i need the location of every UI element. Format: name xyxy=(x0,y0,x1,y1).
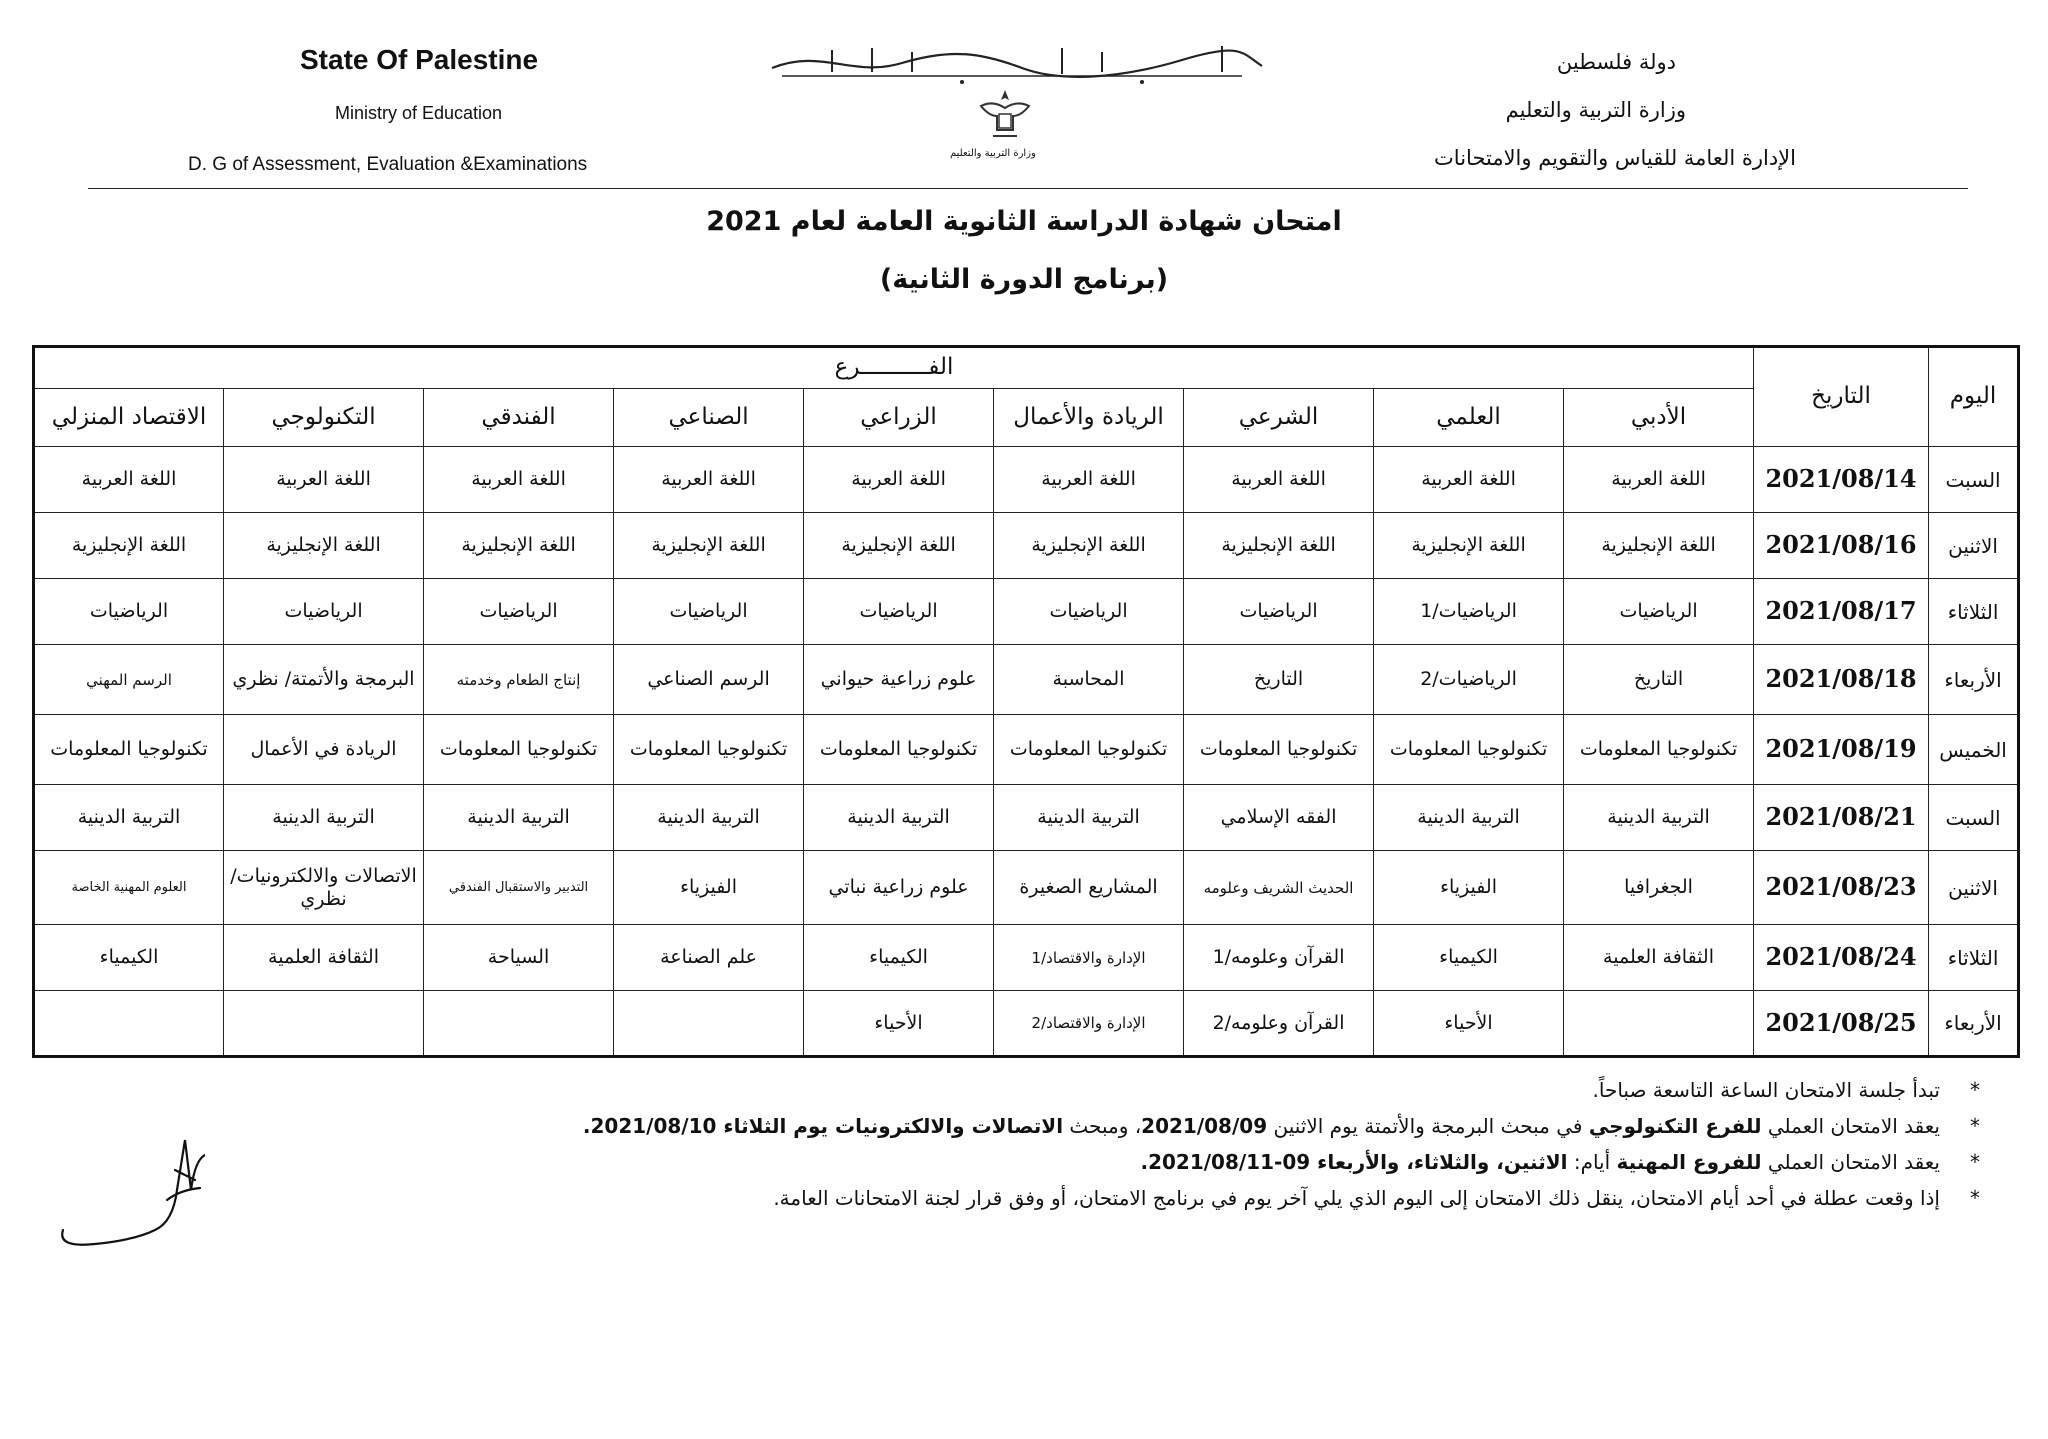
table-row xyxy=(34,851,2019,925)
subject-cell: اللغة الإنجليزية xyxy=(1374,513,1564,579)
arabic-state-title: دولة فلسطين xyxy=(1556,50,1676,74)
table-row xyxy=(34,645,2019,715)
table-row xyxy=(34,715,2019,785)
subject-cell: الإدارة والاقتصاد/2 xyxy=(994,991,1184,1057)
note-item xyxy=(280,1114,1980,1150)
subject-cell: الكيمياء xyxy=(34,925,224,991)
table-row xyxy=(34,513,2019,579)
date-cell: 2021/08/25 xyxy=(1754,991,1929,1057)
subject-cell: اللغة الإنجليزية xyxy=(424,513,614,579)
note-text: ، ومبحث xyxy=(1063,1114,1142,1138)
subject-cell: المشاريع الصغيرة xyxy=(994,851,1184,925)
table-row xyxy=(34,925,2019,991)
subject-cell: التربية الدينية xyxy=(994,785,1184,851)
branch-header: الشرعي xyxy=(1184,389,1374,447)
subject-cell: اللغة الإنجليزية xyxy=(614,513,804,579)
exam-schedule-table xyxy=(32,345,2020,1058)
english-state-title: State Of Palestine xyxy=(300,44,539,75)
subject-cell: الرسم الصناعي xyxy=(614,645,804,715)
subject-cell: التربية الدينية xyxy=(804,785,994,851)
subject-cell: اللغة الإنجليزية xyxy=(994,513,1184,579)
branch-header: الأدبي xyxy=(1564,389,1754,447)
day-cell: الأربعاء xyxy=(1929,645,2019,715)
note-text: يعقد الامتحان العملي xyxy=(1761,1114,1940,1138)
branch-header: التكنولوجي xyxy=(224,389,424,447)
subject-cell: اللغة العربية xyxy=(34,447,224,513)
date-cell: 2021/08/23 xyxy=(1754,851,1929,925)
subject-cell: التربية الدينية xyxy=(424,785,614,851)
subject-cell: الرياضيات xyxy=(1564,579,1754,645)
day-cell: الثلاثاء xyxy=(1929,925,2019,991)
subject-cell: التربية الدينية xyxy=(224,785,424,851)
document-title: امتحان شهادة الدراسة الثانوية العامة لعام 2021 xyxy=(706,206,1342,237)
subject-cell: الثقافة العلمية xyxy=(1564,925,1754,991)
note-text: أيام: xyxy=(1567,1150,1617,1174)
note-bullet: * xyxy=(1970,1150,1980,1174)
subject-cell: اللغة الإنجليزية xyxy=(34,513,224,579)
subject-cell: الاتصالات والالكترونيات/ نظري xyxy=(224,851,424,925)
date-cell: 2021/08/14 xyxy=(1754,447,1929,513)
subject-cell: الحديث الشريف وعلومه xyxy=(1184,851,1374,925)
subject-cell: القرآن وعلومه/1 xyxy=(1184,925,1374,991)
subject-cell: التاريخ xyxy=(1184,645,1374,715)
subject-cell: علم الصناعة xyxy=(614,925,804,991)
note-item xyxy=(280,1186,1980,1222)
subject-cell xyxy=(1564,991,1754,1057)
table-row xyxy=(34,991,2019,1057)
day-column-header: اليوم xyxy=(1929,347,2019,447)
note-emphasis: 2021/08/09 xyxy=(1141,1114,1268,1138)
subject-cell xyxy=(614,991,804,1057)
day-cell: الاثنين xyxy=(1929,851,2019,925)
day-cell: الثلاثاء xyxy=(1929,579,2019,645)
date-column-header: التاريخ xyxy=(1754,347,1929,447)
subject-cell: تكنولوجيا المعلومات xyxy=(1184,715,1374,785)
branch-header: الفندقي xyxy=(424,389,614,447)
subject-cell: البرمجة والأتمتة/ نظري xyxy=(224,645,424,715)
subject-cell: الرياضيات xyxy=(994,579,1184,645)
subject-cell: السياحة xyxy=(424,925,614,991)
subject-cell: الفيزياء xyxy=(1374,851,1564,925)
subject-cell: القرآن وعلومه/2 xyxy=(1184,991,1374,1057)
subject-cell: التربية الدينية xyxy=(614,785,804,851)
subject-cell: الرسم المهني xyxy=(34,645,224,715)
day-cell: السبت xyxy=(1929,447,2019,513)
subject-cell: الرياضيات xyxy=(1184,579,1374,645)
branch-header: الريادة والأعمال xyxy=(994,389,1184,447)
day-cell: الاثنين xyxy=(1929,513,2019,579)
note-emphasis: للفرع التكنولوجي xyxy=(1588,1114,1762,1138)
subject-cell: تكنولوجيا المعلومات xyxy=(424,715,614,785)
note-emphasis: الاتصالات والالكترونيات يوم الثلاثاء 2021/08/10. xyxy=(582,1114,1064,1138)
table-row xyxy=(34,579,2019,645)
subject-cell: التربية الدينية xyxy=(34,785,224,851)
subject-cell: التربية الدينية xyxy=(1374,785,1564,851)
subject-cell: اللغة العربية xyxy=(1184,447,1374,513)
subject-cell: تكنولوجيا المعلومات xyxy=(34,715,224,785)
subject-cell: التاريخ xyxy=(1564,645,1754,715)
date-cell: 2021/08/19 xyxy=(1754,715,1929,785)
subject-cell: الرياضيات/1 xyxy=(1374,579,1564,645)
basmala-calligraphy xyxy=(762,38,1272,88)
date-cell: 2021/08/18 xyxy=(1754,645,1929,715)
date-cell: 2021/08/24 xyxy=(1754,925,1929,991)
subject-cell: اللغة الإنجليزية xyxy=(804,513,994,579)
subject-cell: اللغة الإنجليزية xyxy=(224,513,424,579)
table-row xyxy=(34,785,2019,851)
subject-cell xyxy=(34,991,224,1057)
branch-group-header: الفــــــــــرع xyxy=(34,347,1754,389)
subject-cell: الفيزياء xyxy=(614,851,804,925)
arabic-directorate: الإدارة العامة للقياس والتقويم والامتحانات xyxy=(1434,146,1796,170)
day-cell: الأربعاء xyxy=(1929,991,2019,1057)
subject-cell: اللغة العربية xyxy=(224,447,424,513)
subject-cell: الثقافة العلمية xyxy=(224,925,424,991)
subject-cell: علوم زراعية حيواني xyxy=(804,645,994,715)
subject-cell: اللغة العربية xyxy=(1374,447,1564,513)
notes-list xyxy=(280,1078,1980,1222)
subject-cell: الجغرافيا xyxy=(1564,851,1754,925)
note-bullet: * xyxy=(1970,1186,1980,1210)
english-ministry: Ministry of Education xyxy=(335,103,503,123)
note-text: إذا وقعت عطلة في أحد أيام الامتحان، ينقل ذلك الامتحان إلى اليوم الذي يلي آخر يوم في برنامج الامتحان، أو وفق قرار لجنة الامتحانات العامة. xyxy=(773,1186,1940,1210)
subject-cell: اللغة العربية xyxy=(424,447,614,513)
subject-cell: اللغة العربية xyxy=(804,447,994,513)
subject-cell: الرياضيات xyxy=(224,579,424,645)
subject-cell: اللغة العربية xyxy=(614,447,804,513)
subject-cell: تكنولوجيا المعلومات xyxy=(1564,715,1754,785)
note-item xyxy=(280,1150,1980,1186)
day-cell: الخميس xyxy=(1929,715,2019,785)
subject-cell: الريادة في الأعمال xyxy=(224,715,424,785)
subject-cell: تكنولوجيا المعلومات xyxy=(1374,715,1564,785)
subject-cell: العلوم المهنية الخاصة xyxy=(34,851,224,925)
subject-cell: المحاسبة xyxy=(994,645,1184,715)
subject-cell: اللغة الإنجليزية xyxy=(1564,513,1754,579)
subject-cell: الكيمياء xyxy=(1374,925,1564,991)
branch-header: الزراعي xyxy=(804,389,994,447)
document-subtitle: (برنامج الدورة الثانية) xyxy=(879,264,1169,295)
subject-cell: اللغة العربية xyxy=(1564,447,1754,513)
subject-cell: الأحياء xyxy=(804,991,994,1057)
header-divider xyxy=(88,188,1968,189)
subject-cell: الفقه الإسلامي xyxy=(1184,785,1374,851)
branch-header: الصناعي xyxy=(614,389,804,447)
note-text: تبدأ جلسة الامتحان الساعة التاسعة صباحاً. xyxy=(1592,1078,1940,1102)
note-emphasis: الاثنين، والثلاثاء، والأربعاء 09-2021/08/11. xyxy=(1140,1150,1568,1174)
note-text: يعقد الامتحان العملي xyxy=(1761,1150,1940,1174)
date-cell: 2021/08/16 xyxy=(1754,513,1929,579)
date-cell: 2021/08/17 xyxy=(1754,579,1929,645)
arabic-ministry: وزارة التربية والتعليم xyxy=(1505,98,1686,122)
subject-cell: تكنولوجيا المعلومات xyxy=(804,715,994,785)
subject-cell: الرياضيات xyxy=(34,579,224,645)
note-text: في مبحث البرمجة والأتمتة يوم الاثنين xyxy=(1267,1114,1589,1138)
subject-cell: اللغة العربية xyxy=(994,447,1184,513)
note-bullet: * xyxy=(1970,1114,1980,1138)
english-directorate: D. G of Assessment, Evaluation &Examinations xyxy=(188,154,588,175)
note-item xyxy=(280,1078,1980,1114)
subject-cell: اللغة الإنجليزية xyxy=(1184,513,1374,579)
subject-cell: الكيمياء xyxy=(804,925,994,991)
subject-cell: التدبير والاستقبال الفندقي xyxy=(424,851,614,925)
subject-cell: الأحياء xyxy=(1374,991,1564,1057)
subject-cell xyxy=(424,991,614,1057)
subject-cell xyxy=(224,991,424,1057)
subject-cell: علوم زراعية نباتي xyxy=(804,851,994,925)
subject-cell: إنتاج الطعام وخدمته xyxy=(424,645,614,715)
signature xyxy=(55,1130,205,1250)
note-emphasis: للفروع المهنية xyxy=(1616,1150,1762,1174)
subject-cell: الإدارة والاقتصاد/1 xyxy=(994,925,1184,991)
subject-cell: تكنولوجيا المعلومات xyxy=(614,715,804,785)
branch-header: العلمي xyxy=(1374,389,1564,447)
subject-cell: التربية الدينية xyxy=(1564,785,1754,851)
eagle-emblem xyxy=(975,86,1035,146)
subject-cell: الرياضيات xyxy=(424,579,614,645)
subject-cell: الرياضيات xyxy=(614,579,804,645)
subject-cell: الرياضيات/2 xyxy=(1374,645,1564,715)
note-bullet: * xyxy=(1970,1078,1980,1102)
day-cell: السبت xyxy=(1929,785,2019,851)
emblem-caption: وزارة التربية والتعليم xyxy=(950,148,1036,159)
subject-cell: الرياضيات xyxy=(804,579,994,645)
subject-cell: تكنولوجيا المعلومات xyxy=(994,715,1184,785)
branch-header: الاقتصاد المنزلي xyxy=(34,389,224,447)
table-row xyxy=(34,447,2019,513)
date-cell: 2021/08/21 xyxy=(1754,785,1929,851)
